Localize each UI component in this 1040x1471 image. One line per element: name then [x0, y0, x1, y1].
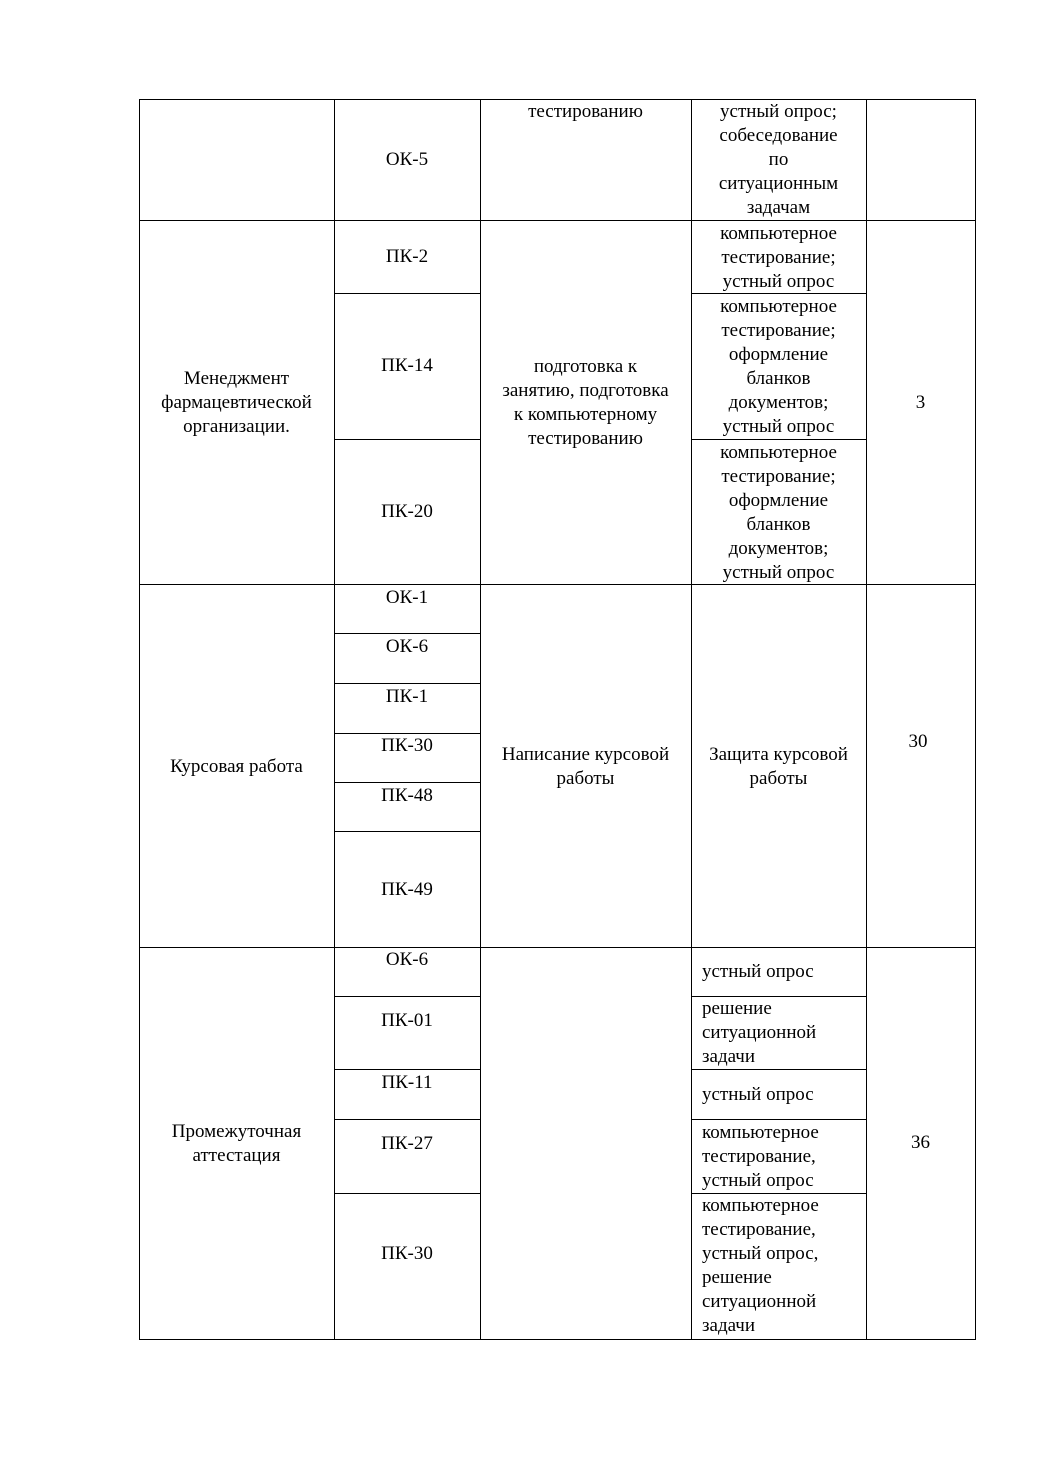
competency-code: ОК-6	[385, 949, 429, 970]
control-form: Защита курсовой работы	[709, 744, 848, 789]
control-form: решение ситуационной задачи	[702, 998, 817, 1067]
competency-code: ПК-11	[381, 1072, 433, 1093]
control-form: компьютерное тестирование; оформление бланков документов; устный опрос	[720, 442, 837, 583]
discipline-name: Курсовая работа	[170, 756, 303, 777]
discipline-name: Менеджмент фармацевтической организации.	[161, 368, 312, 437]
competency-code: ПК-1	[385, 686, 429, 707]
competency-code: ПК-27	[381, 1133, 433, 1154]
work-type: тестированию	[528, 101, 643, 122]
competency-code: ОК-5	[385, 149, 429, 170]
control-form: компьютерное тестирование; устный опрос	[720, 223, 837, 292]
competency-code: ПК-30	[381, 1243, 433, 1264]
control-form: устный опрос	[702, 961, 814, 982]
hours-value: 30	[908, 731, 928, 752]
work-type: Написание курсовой работы	[501, 744, 670, 789]
hours-value: 36	[911, 1132, 930, 1153]
competency-code: ПК-30	[381, 735, 433, 756]
competency-code: ПК-49	[381, 879, 433, 900]
competency-code: ПК-2	[385, 246, 429, 267]
competency-code: ПК-01	[381, 1010, 433, 1031]
competency-code: ПК-48	[381, 785, 433, 806]
competency-code: ОК-6	[385, 636, 429, 657]
work-type: подготовка к занятию, подготовка к компьютерному тестированию	[502, 356, 669, 449]
control-form: компьютерное тестирование, устный опрос, решение ситуационной задачи	[702, 1195, 819, 1336]
control-form: компьютерное тестирование, устный опрос	[702, 1122, 819, 1191]
competency-code: ОК-1	[385, 587, 429, 608]
discipline-name: Промежуточная аттестация	[171, 1121, 302, 1166]
competency-code: ПК-20	[381, 501, 433, 522]
control-form: устный опрос; собеседование по ситуационным задачам	[718, 101, 839, 218]
control-form: компьютерное тестирование; оформление бланков документов; устный опрос	[720, 296, 837, 437]
competency-code: ПК-14	[381, 355, 433, 376]
hours-value: 3	[915, 392, 926, 413]
control-form: устный опрос	[702, 1084, 814, 1105]
